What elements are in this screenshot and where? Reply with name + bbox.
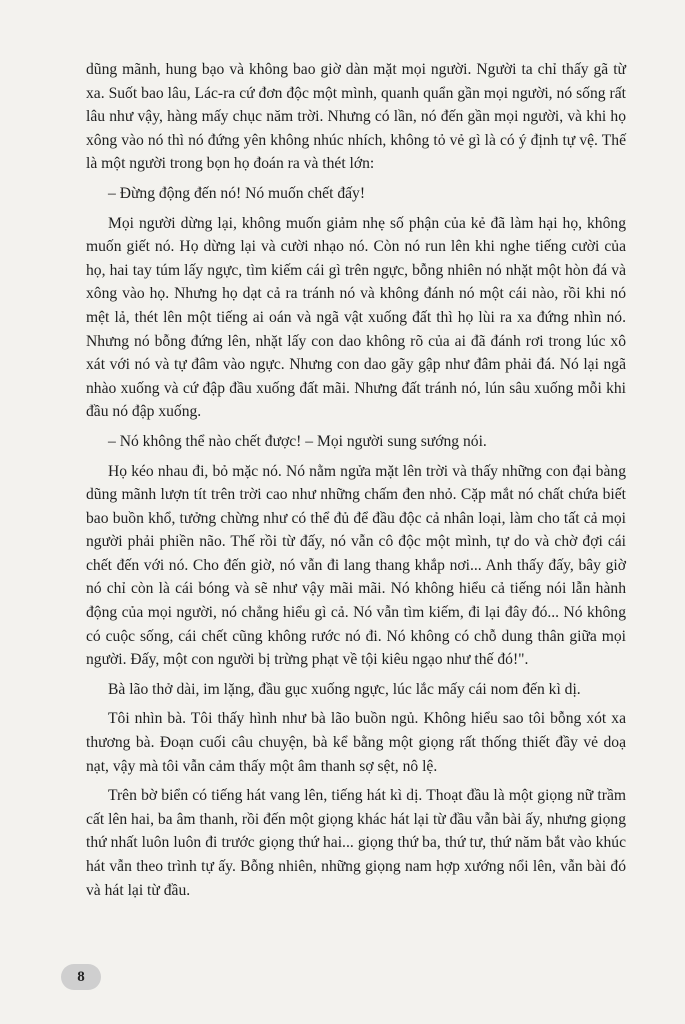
body-text <box>86 58 626 908</box>
page-number-badge: 8 <box>61 964 101 990</box>
paragraph: Họ kéo nhau đi, bỏ mặc nó. Nó nằm ngửa mặt lên trời và thấy những con đại bàng dũng mãnh lượn tít trên trời cao như những chấm đen nhỏ. Cặp mắt nó chất chứa biết bao buồn khổ, tưởng chừng như có thể đủ để đầu độc cả nhân loại, làm cho tất cả mọi người phải phiền não. Thế rồi từ đấy, nó vẫn cô độc một mình, tự do và chờ đợi cái chết đến với nó. Cho đến giờ, nó vẫn đi lang thang khắp nơi... Anh thấy đấy, bây giờ nó chỉ còn là cái bóng và sẽ như vậy mãi mãi. Nó không hiểu cả tiếng nói lẫn hành động của mọi người, nó chẳng hiểu gì cả. Nó vẫn tìm kiếm, đi lại đây đó... Nó không có cuộc sống, cái chết cũng không rước nó đi. Nó không có chỗ dung thân giữa mọi người. Đấy, một con người bị trừng phạt về tội kiêu ngạo như thế đó!". <box>86 462 626 669</box>
paragraph: Tôi nhìn bà. Tôi thấy hình như bà lão buồn ngủ. Không hiểu sao tôi bỗng xót xa thương bà. Đoạn cuối câu chuyện, bà kể bằng một giọng rất thống thiết đầy vẻ doạ nạt, vậy mà tôi vẫn cảm thấy một âm thanh sợ sệt, nô lệ. <box>86 710 626 775</box>
paragraph: Mọi người dừng lại, không muốn giảm nhẹ số phận của kẻ đã làm hại họ, không muốn giết nó. Họ dừng lại và cười nhạo nó. Còn nó run lên khi nghe tiếng cười của họ, hai tay túm lấy ngực, tìm kiếm cái gì trên ngực, bỗng nhiên nó nhặt một hòn đá và xông vào họ. Nhưng họ dạt cả ra tránh nó và không đánh nó một cái nào, rồi khi nó mệt lả, thét lên một tiếng ai oán và ngã vật xuống đất thì họ lùi ra xa đứng nhìn nó. Nhưng nó bỗng đứng lên, nhặt lấy con dao không rõ của ai đã đánh rơi trong lúc xô xát với nó và tự đâm vào ngực. Nhưng con dao gãy gập như đâm phải đá. Nó lại ngã nhào xuống và cứ đập đầu xuống đất mãi. Nhưng đất tránh nó, lún sâu xuống mỗi khi đầu nó đập xuống. <box>86 214 626 421</box>
paragraph: – Đừng động đến nó! Nó muốn chết đấy! <box>108 184 366 202</box>
paragraph: dũng mãnh, hung bạo và không bao giờ dàn mặt mọi người. Người ta chỉ thấy gã từ xa. Suốt bao lâu, Lác-ra cứ đơn độc một mình, quanh quẩn gần mọi người, nó sống rất lâu như vậy, hàng mấy chục năm trời. Nhưng có lần, nó đến gần mọi người, và khi họ xông vào nó thì nó đứng yên không nhúc nhích, không tỏ vẻ gì là có ý định tự vệ. Thế là một người trong bọn họ đoán ra và thét lớn: <box>86 61 626 173</box>
paragraph: Trên bờ biển có tiếng hát vang lên, tiếng hát kì dị. Thoạt đầu là một giọng nữ trầm cất lên hai, ba âm thanh, rồi đến một giọng khác hát lại từ đầu vẫn bài ấy, nhưng giọng thứ nhất luôn luôn đi trước giọng thứ hai... giọng thứ ba, thứ tư, thứ năm bắt vào khúc hát vẫn theo trình tự ấy. Bỗng nhiên, những giọng nam hợp xướng nổi lên, vẫn bài đó và hát lại từ đầu. <box>86 787 626 899</box>
paragraph: – Nó không thể nào chết được! – Mọi người sung sướng nói. <box>108 432 487 450</box>
paragraph: Bà lão thở dài, im lặng, đầu gục xuống ngực, lúc lắc mấy cái nom đến kì dị. <box>108 680 581 698</box>
